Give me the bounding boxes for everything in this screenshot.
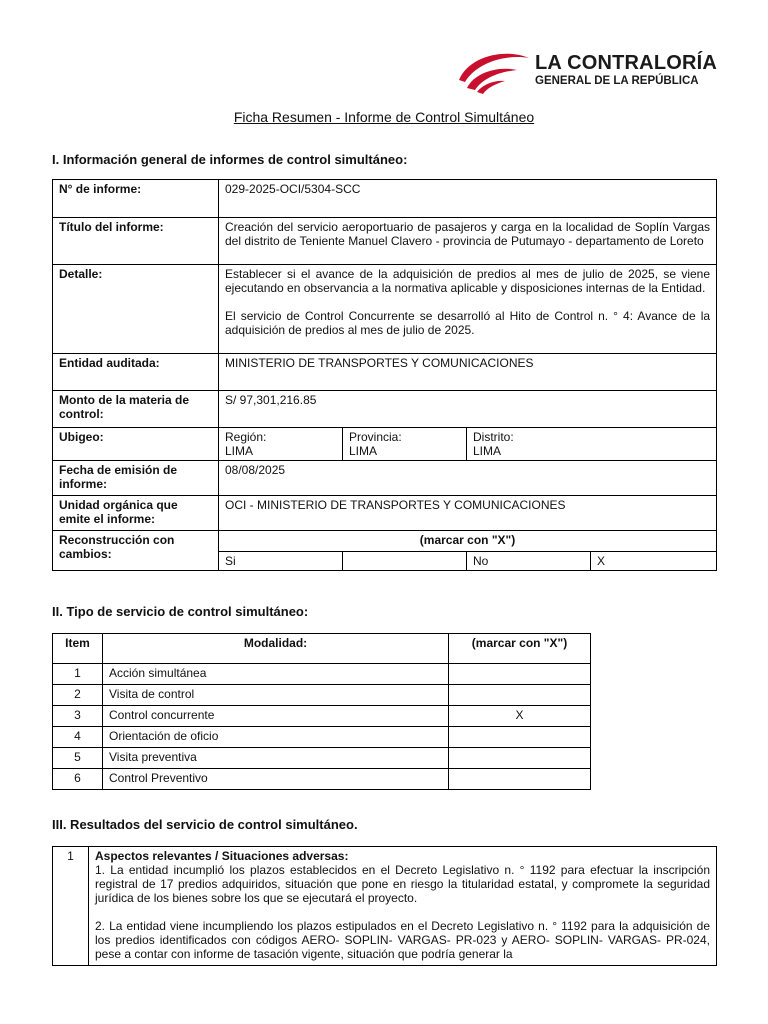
item-number: 6: [53, 769, 103, 790]
mark: [449, 664, 591, 685]
titulo-value: Creación del servicio aeroportuario de pasajeros y carga en la localidad de Soplín Vargas del distrito de Teniente Manuel Clavero - provincia de Putumayo - departamento de Loreto: [219, 218, 717, 265]
item-number: 3: [53, 706, 103, 727]
provincia-value: LIMA: [349, 444, 378, 458]
region-cell: [219, 428, 343, 461]
results-row-number: 1: [53, 847, 89, 966]
table-row: [53, 706, 591, 727]
finding-2: 2. La entidad viene incumpliendo los plazos estipulados en el Decreto Legislativo n. ° 1192 para la adquisición de los predios identificados con códigos AERO- SOPLIN- VARGAS- PR-023 y AERO- SOPLIN- VARGAS- PR-024, pese a contar con informe de tasación vigente, situación que podría generar la: [95, 919, 710, 961]
table-row: [53, 664, 591, 685]
row-monto: [53, 391, 717, 428]
mark: [449, 748, 591, 769]
general-info-table: [52, 179, 717, 571]
si-mark: [343, 552, 467, 571]
row-informe: [53, 180, 717, 218]
contraloria-logo: [455, 48, 725, 98]
results-row: [53, 847, 717, 966]
item-number: 5: [53, 748, 103, 769]
row-reconstruccion: [53, 531, 717, 552]
modalidad: Visita preventiva: [103, 748, 449, 769]
item-number: 2: [53, 685, 103, 706]
ubigeo-label: Ubigeo:: [53, 428, 219, 461]
mark: [449, 685, 591, 706]
col-modalidad: Modalidad:: [103, 634, 449, 664]
section2-heading: II. Tipo de servicio de control simultáneo:: [52, 604, 309, 619]
contraloria-emblem-icon: [455, 50, 531, 94]
distrito-label: Distrito:: [473, 430, 514, 444]
recon-label: Reconstrucción con cambios:: [53, 531, 219, 571]
no-mark: X: [591, 552, 717, 571]
modalidad: Control concurrente: [103, 706, 449, 727]
monto-value: S/ 97,301,216.85: [219, 391, 717, 428]
table-row: [53, 748, 591, 769]
mark: X: [449, 706, 591, 727]
results-content: [89, 847, 717, 966]
provincia-label: Provincia:: [349, 430, 402, 444]
logo-line1: LA CONTRALORÍA: [535, 52, 718, 74]
aspects-heading: Aspectos relevantes / Situaciones adversas:: [95, 849, 349, 863]
section1-heading: I. Información general de informes de control simultáneo:: [52, 152, 408, 167]
modalidad: Control Preventivo: [103, 769, 449, 790]
table-row: [53, 685, 591, 706]
document-title: Ficha Resumen - Informe de Control Simultáneo: [233, 109, 535, 125]
modalidad: Acción simultánea: [103, 664, 449, 685]
si-label: Si: [219, 552, 343, 571]
col-item: Item: [53, 634, 103, 664]
region-value: LIMA: [225, 444, 254, 458]
titulo-label: Título del informe:: [53, 218, 219, 265]
monto-label: Monto de la materia de control:: [53, 391, 219, 428]
item-number: 1: [53, 664, 103, 685]
results-table: [52, 846, 717, 966]
row-detalle: [53, 265, 717, 354]
unidad-label: Unidad orgánica que emite el informe:: [53, 496, 219, 531]
recon-marcar-label: (marcar con "X"): [219, 531, 717, 552]
region-label: Región:: [225, 430, 267, 444]
mark: [449, 727, 591, 748]
provincia-cell: [343, 428, 467, 461]
col-marcar: (marcar con "X"): [449, 634, 591, 664]
modalidad: Orientación de oficio: [103, 727, 449, 748]
row-entidad: [53, 354, 717, 391]
detalle-value: [219, 265, 717, 354]
detalle-paragraph-1: Establecer si el avance de la adquisición de predios al mes de julio de 2025, se viene ejecutando en observancia a la normativa aplicable y disposiciones internas de la Entidad.: [225, 267, 711, 295]
item-number: 4: [53, 727, 103, 748]
distrito-cell: [467, 428, 717, 461]
table-row: [53, 769, 591, 790]
section3-heading: III. Resultados del servicio de control simultáneo.: [52, 817, 358, 832]
detalle-paragraph-2: El servicio de Control Concurrente se desarrolló al Hito de Control n. ° 4: Avance de la adquisición de predios al mes de julio de 2025.: [225, 309, 711, 337]
distrito-value: LIMA: [473, 444, 502, 458]
no-label: No: [467, 552, 591, 571]
informe-value: 029-2025-OCI/5304-SCC: [219, 180, 717, 218]
row-unidad: [53, 496, 717, 531]
service-type-header: [53, 634, 591, 664]
service-type-table: [52, 633, 591, 790]
finding-1: 1. La entidad incumplió los plazos establecidos en el Decreto Legislativo n. ° 1192 para efectuar la inscripción registral de 17 predios adquiridos, situación que pone en riesgo la titularidad estatal, y compromete la seguridad jurídica de los bienes sobre los que se ejecutará el proyecto.: [95, 863, 710, 905]
row-fecha: [53, 461, 717, 496]
table-row: [53, 727, 591, 748]
informe-label: N° de informe:: [53, 180, 219, 218]
logo-line2: GENERAL DE LA REPÚBLICA: [535, 75, 699, 87]
unidad-value: OCI - MINISTERIO DE TRANSPORTES Y COMUNICACIONES: [219, 496, 717, 531]
entidad-label: Entidad auditada:: [53, 354, 219, 391]
fecha-value: 08/08/2025: [219, 461, 717, 496]
row-titulo: [53, 218, 717, 265]
detalle-label: Detalle:: [53, 265, 219, 354]
fecha-label: Fecha de emisión de informe:: [53, 461, 219, 496]
modalidad: Visita de control: [103, 685, 449, 706]
entidad-value: MINISTERIO DE TRANSPORTES Y COMUNICACIONES: [219, 354, 717, 391]
row-ubigeo: [53, 428, 717, 461]
mark: [449, 769, 591, 790]
